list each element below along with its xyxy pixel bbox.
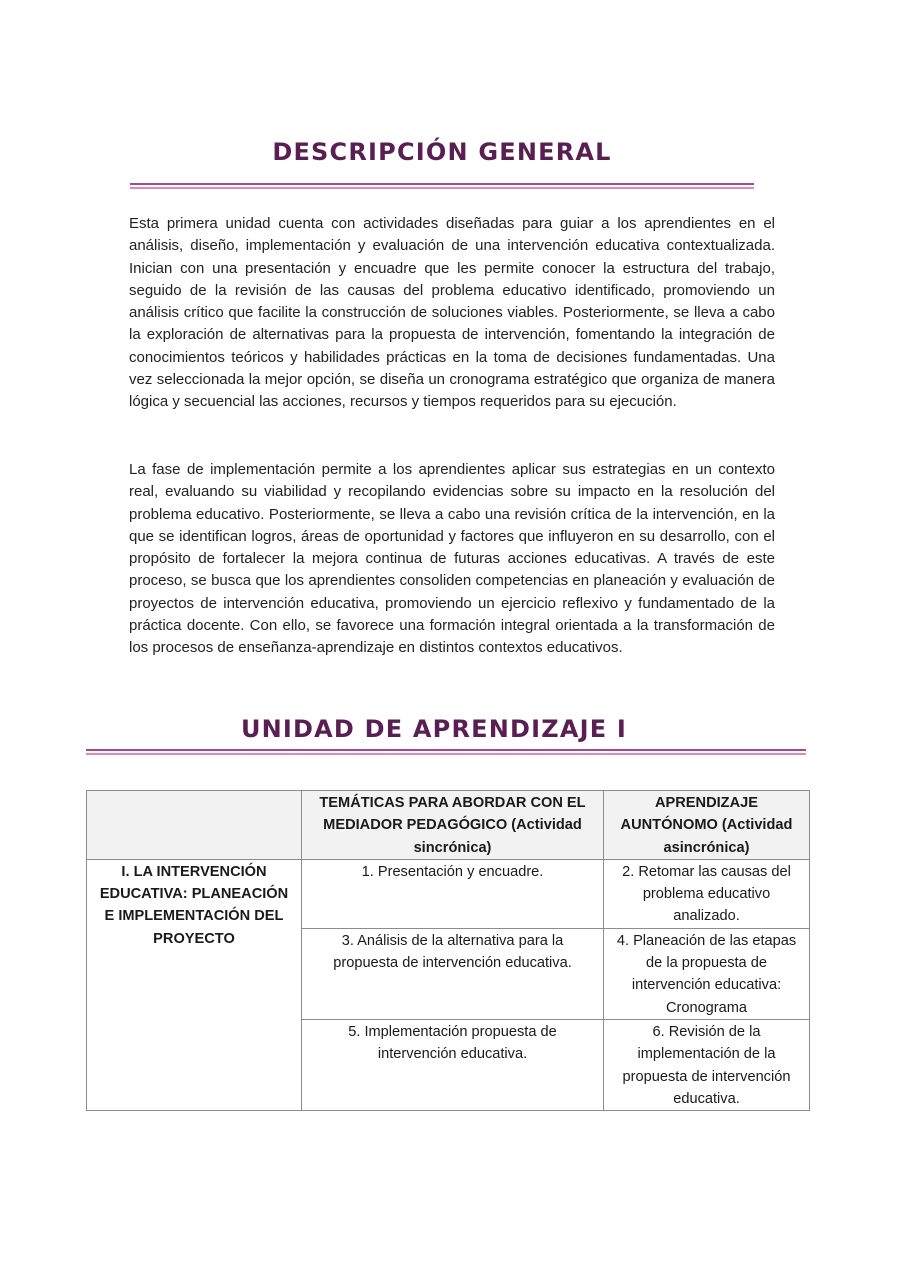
table-cell: 4. Planeación de las etapas de la propuesta de intervención educativa: Cronograma [604,928,810,1019]
table-header-cell: TEMÁTICAS PARA ABORDAR CON EL MEDIADOR PEDAGÓGICO (Actividad sincrónica) [302,791,604,860]
table-cell: 1. Presentación y encuadre. [302,859,604,928]
table-cell: 5. Implementación propuesta de intervención educativa. [302,1019,604,1110]
table-row [87,859,810,928]
section-title-descripcion-general: DESCRIPCIÓN GENERAL [272,138,612,166]
table-header-cell [87,791,302,860]
table-cell: 3. Análisis de la alternativa para la propuesta de intervención educativa. [302,928,604,1019]
table-cell: 6. Revisión de la implementación de la propuesta de intervención educativa. [604,1019,810,1110]
title-double-rule [86,749,806,756]
section-title-unidad-aprendizaje: UNIDAD DE APRENDIZAJE I [240,715,628,743]
unit-label-cell: I. LA INTERVENCIÓN EDUCATIVA: PLANEACIÓN E IMPLEMENTACIÓN DEL PROYECTO [87,859,302,1110]
description-paragraph: La fase de implementación permite a los aprendientes aplicar sus estrategias en un contexto real, evaluando su viabilidad y recopilando evidencias sobre su impacto en la resolución del problema educativo. Posteriormente, se lleva a cabo una revisión crítica de la intervención, en la que se identifican logros, áreas de oportunidad y factores que influyeron en su desarrollo, con el propósito de fortalecer la mejora continua de futuras acciones educativas. A través de este proceso, se busca que los aprendientes consoliden competencias en planeación y evaluación de proyectos de intervención educativa, promoviendo un ejercicio reflexivo y fundamentado de la práctica docente. Con ello, se favorece una formación integral orientada a la transformación de los procesos de enseñanza-aprendizaje en distintos contextos educativos. [129,461,775,657]
table-header-cell: APRENDIZAJE AUNTÓNOMO (Actividad asincrónica) [604,791,810,860]
learning-unit-table [86,790,810,1111]
table-header-row [87,791,810,860]
description-paragraph: Esta primera unidad cuenta con actividades diseñadas para guiar a los aprendientes en el análisis, diseño, implementación y evaluación de una intervención educativa contextualizada. Inician con una presentación y encuadre que les permite conocer la estructura del trabajo, seguido de la revisión de las causas del problema educativo identificado, promoviendo un análisis crítico que facilite la construcción de soluciones viables. Posteriormente, se lleva a cabo la exploración de alternativas para la propuesta de intervención, fomentando la integración de conocimientos teóricos y habilidades prácticas en la toma de decisiones fundamentadas. Una vez seleccionada la mejor opción, se diseña un cronograma estratégico que organiza de manera lógica y secuencial las acciones, recursos y tiempos requeridos para su ejecución. [129,215,775,411]
title-double-rule [130,183,754,190]
table-cell: 2. Retomar las causas del problema educativo analizado. [604,859,810,928]
